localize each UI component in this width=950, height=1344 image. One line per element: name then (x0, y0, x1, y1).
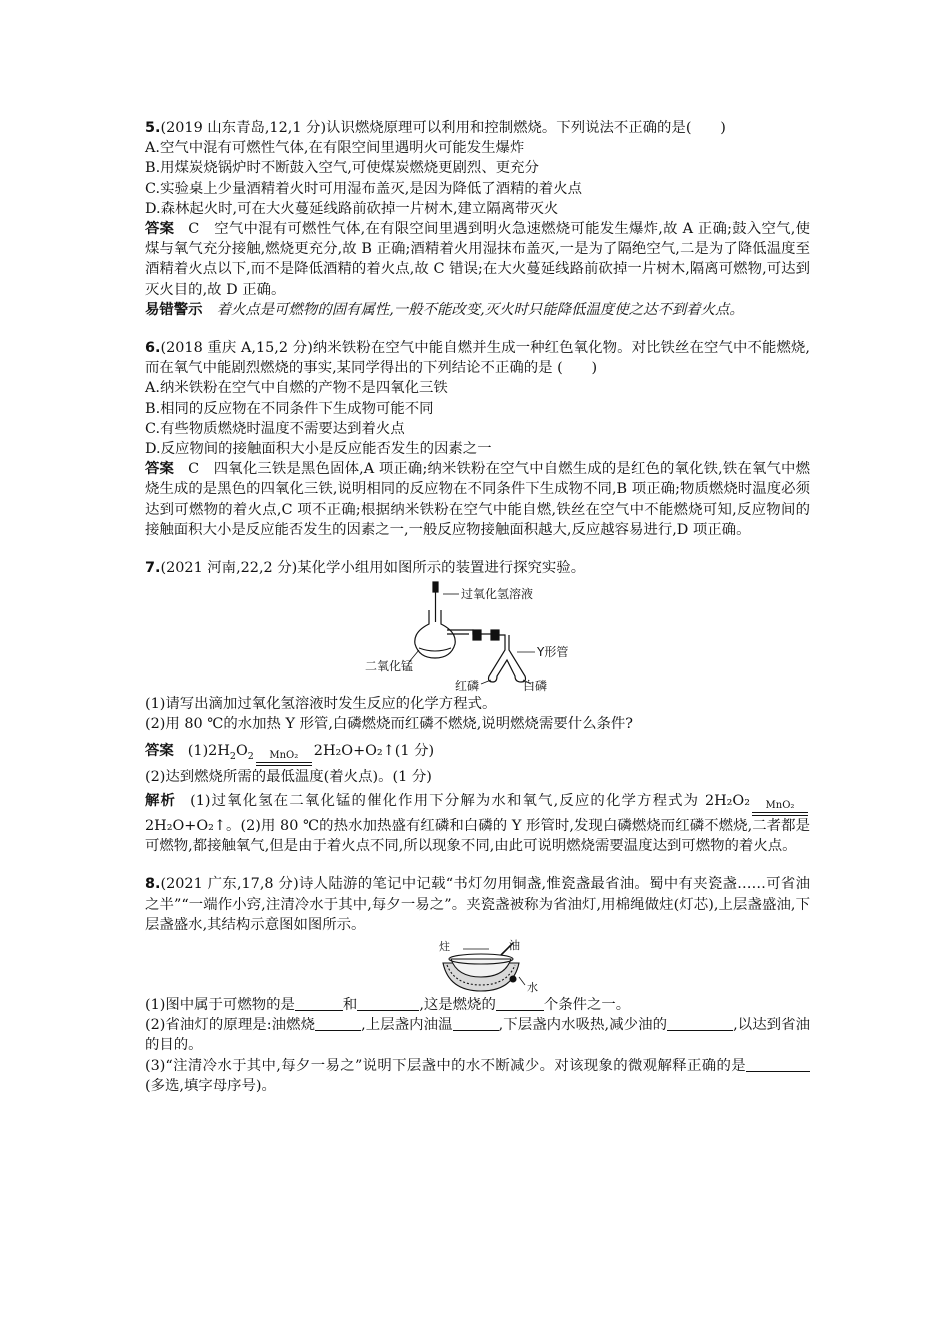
warning-tag: 易错警示 (145, 301, 203, 318)
dropper-bulb-icon (433, 582, 438, 592)
question-stem: (2018 重庆 A,15,2 分)纳米铁粉在空气中能自燃并生成一种红色氧化物。对比铁丝在空气中不能燃烧,而在氧气中能剧烈燃烧的事实,某同学得出的下列结论不正确的是 ( ) (145, 340, 810, 377)
answer-block (145, 459, 810, 540)
answer-block: 答案 $(1)2H_2O_2$ MnO₂ 2H₂O+O₂↑(1 分) (145, 741, 810, 767)
warning-text: 着火点是可燃物的固有属性,一般不能改变,灭火时只能降低温度使之达不到着火点。 (216, 301, 744, 318)
question-number: 8. (145, 876, 161, 893)
question-number: 7. (145, 560, 161, 577)
answer-block (145, 219, 810, 300)
answer-text: C 空气中混有可燃性气体,在有限空间里遇到明火急速燃烧可能发生爆炸,故 A 正确;鼓入空气,使煤与氧气充分接触,燃烧更充分,故 B 正确;酒精着火用湿抹布盖灭,一是为了隔绝空气,二是为了降低温度至酒精着火点以下,而不是降低酒精的着火点,故 C 错误;在大火蔓延线路前砍掉一片树木,隔离可燃物,可达到灭火目的,故 D 正确。 (145, 221, 810, 298)
label-mno2: 二氧化锰 (365, 659, 414, 674)
question-stem: (2019 山东青岛,12,1 分)认识燃烧原理可以利用和控制燃烧。下列说法不正确的是( ) (160, 120, 726, 136)
reaction-condition: MnO₂ (256, 751, 312, 766)
answer-blank[interactable] (496, 996, 544, 1011)
answer-blank[interactable] (453, 1016, 499, 1031)
answer-tag: 答案 (145, 221, 175, 238)
option-b: B.用煤炭烧锅炉时不断鼓入空气,可使煤炭燃烧更剧烈、更充分 (145, 160, 539, 177)
question-stem: (2021 河南,22,2 分)某化学小组用如图所示的装置进行探究实验。 (160, 560, 586, 577)
label-h2o2: 过氧化氢溶液 (461, 587, 534, 602)
question-stem: (2021 广东,17,8 分)诗人陆游的笔记中记载“书灯勿用铜盏,惟瓷盏最省油。蜀中有夹瓷盏……可省油之半”“一端作小窍,注清冷水于其中,每夕一易之”。夹瓷盏被称为省油灯,用棉绳做炷(灯芯),上层盏盛油,下层盏盛水,其结构示意图如图所示。 (145, 876, 810, 933)
question-number: 5. (145, 120, 161, 136)
answer-blank[interactable] (357, 996, 419, 1011)
answer-tag: 答案 (145, 742, 174, 759)
sub-question-3: (3)“注清冷水于其中,每夕一易之”说明下层盏中的水不断减少。对该现象的微观解释正确的是(多选,填字母序号)。 (145, 1056, 810, 1096)
analysis-tag: 解析 (145, 792, 177, 809)
question-8 (145, 874, 810, 1096)
y-tube-icon (489, 635, 526, 682)
question-5 (145, 118, 810, 320)
option-c: C.实验桌上少量酒精着火时可用湿布盖灭,是因为降低了酒精的着火点 (145, 180, 582, 197)
option-a: A.空气中混有可燃性气体,在有限空间里遇明火可能发生爆炸 (145, 140, 525, 157)
label-wick: 炷 (439, 939, 450, 953)
answer-text: C 四氧化三铁是黑色固体,A 项正确;纳米铁粉在空气中自燃生成的是红色的氧化铁,铁在氧气中燃烧生成的是黑色的四氧化三铁,说明相同的反应物在不同条件下生成物不同,B 项正确;物质燃烧时温度必须达到可燃物的着火点,C 项不正确;根据纳米铁粉在空气中能自燃,铁丝在空气中不能燃烧可知,反应物间的接触面积大小是反应能否发生的因素之一,一般反应物接触面积越大,反应越容易进行,D 项正确。 (145, 461, 810, 538)
water-hole-icon (510, 976, 516, 982)
label-oil: 油 (509, 938, 520, 952)
option-d: D.反应物间的接触面积大小是反应能否发生的因素之一 (145, 441, 492, 458)
rubber-connector (473, 630, 481, 640)
label-red-phosphorus: 红磷 (455, 679, 480, 693)
reaction-condition: MnO₂ (752, 801, 808, 816)
option-d: D.森林起火时,可在大火蔓延线路前砍掉一片树木,建立隔离带灭火 (145, 200, 559, 217)
warning-block (145, 300, 810, 320)
analysis-block: 解析 (1)过氧化氢在二氧化锰的催化作用下分解为水和氧气,反应的化学方程式为 2H₂O₂ MnO₂ 2H₂O+O₂↑。(2)用 80 ℃的热水加热盛有红磷和白磷的 Y 形管时,发现白磷燃烧而红磷不燃烧,二者都是可燃物,都接触氧气,但是由于着火点不同,所以现象不同,由此可说明燃烧需要温度达到可燃物的着火点。 (145, 792, 810, 855)
sub-question-1: (1)请写出滴加过氧化氢溶液时发生反应的化学方程式。 (145, 696, 497, 713)
mno2-layer (419, 648, 451, 651)
option-a: A.纳米铁粉在空气中自燃的产物不是四氧化三铁 (145, 380, 448, 397)
answer-tag: 答案 (145, 461, 175, 478)
option-b: B.相同的反应物在不同条件下生成物可能不同 (145, 400, 434, 417)
experiment-apparatus-figure (145, 580, 810, 692)
oil-lamp-figure (145, 937, 810, 993)
option-c: C.有些物质燃烧时温度不需要达到着火点 (145, 420, 405, 437)
sub-question-2: (2)省油灯的原理是:油燃烧 ,上层盏内油温 ,下层盏内水吸热,减少油的 ,以达到省油的目的。 (145, 1017, 811, 1054)
question-number: 6. (145, 340, 161, 357)
sub-question-1: (1)图中属于可燃物的是 和 ,这是燃烧的 个条件之一。 (145, 996, 631, 1013)
sub-question-2: (2)用 80 ℃的水加热 Y 形管,白磷燃烧而红磷不燃烧,说明燃烧需要什么条件? (145, 716, 634, 733)
question-6 (145, 338, 810, 540)
question-7 (145, 558, 810, 856)
answer-2: (2)达到燃烧所需的最低温度(着火点)。(1 分) (145, 768, 432, 785)
answer-blank[interactable] (315, 1016, 361, 1031)
answer-blank[interactable] (746, 1057, 810, 1072)
label-y-tube: Y形管 (537, 645, 569, 660)
exam-page (145, 118, 810, 1096)
answer-blank[interactable] (295, 996, 343, 1011)
answer-blank[interactable] (667, 1016, 733, 1031)
label-white-phosphorus: 白磷 (523, 679, 548, 693)
label-water: 水 (527, 980, 538, 993)
